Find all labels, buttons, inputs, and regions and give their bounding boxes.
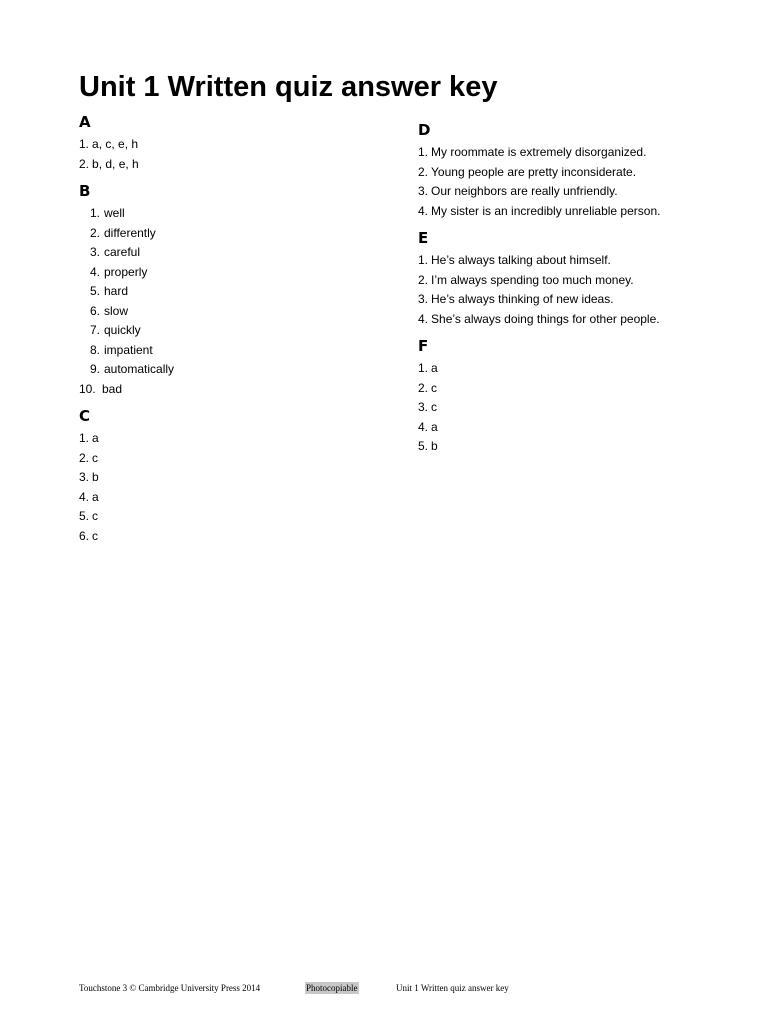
answer-number: 5. <box>89 284 100 298</box>
answer-text: She’s always doing things for other people. <box>431 311 660 326</box>
section-c-list <box>79 429 409 546</box>
answer-item <box>79 360 409 380</box>
answer-item <box>418 251 748 271</box>
answer-text: My roommate is extremely disorganized. <box>431 145 647 159</box>
answer-item <box>79 302 409 322</box>
answer-number: 1. <box>418 145 429 159</box>
answer-number: 3. <box>89 245 100 259</box>
answer-item <box>79 204 409 224</box>
answer-item <box>418 271 748 291</box>
section-a-heading: A <box>79 113 91 131</box>
answer-number: 4. <box>89 264 100 279</box>
answer-number: 5. <box>418 439 429 453</box>
answer-item <box>79 135 409 155</box>
answer-item <box>418 290 748 310</box>
answer-text: c <box>431 400 438 414</box>
answer-text: slow <box>104 303 129 318</box>
answer-text: a <box>431 419 438 434</box>
answer-text: careful <box>104 245 141 259</box>
answer-text: impatient <box>104 342 153 357</box>
answer-number: 1. <box>418 361 429 375</box>
answer-item <box>79 282 409 302</box>
answer-text: He’s always thinking of new ideas. <box>431 292 614 306</box>
answer-number: 1. <box>79 431 90 445</box>
right-column <box>418 118 748 465</box>
answer-item <box>79 263 409 283</box>
answer-number: 6. <box>79 528 90 543</box>
answer-item <box>418 202 748 222</box>
answer-text: c <box>431 380 438 395</box>
answer-number: 1. <box>89 206 100 220</box>
answer-item <box>418 143 748 163</box>
section-b-heading: B <box>79 182 91 200</box>
answer-text: c <box>92 450 99 465</box>
answer-text: b, d, e, h <box>92 156 139 171</box>
answer-number: 2. <box>79 450 90 465</box>
answer-text: b <box>431 439 438 453</box>
answer-item <box>79 468 409 488</box>
answer-item <box>418 359 748 379</box>
answer-text: a <box>92 489 99 504</box>
section-b-list <box>79 204 409 399</box>
answer-item <box>79 488 409 508</box>
answer-number: 1. <box>418 253 429 267</box>
answer-number: 6. <box>89 303 100 318</box>
answer-text: a, c, e, h <box>92 137 139 151</box>
answer-text: bad <box>102 381 123 396</box>
answer-number: 3. <box>418 400 429 414</box>
section-d-list <box>418 143 748 221</box>
answer-number: 2. <box>418 164 429 179</box>
answer-item <box>418 437 748 457</box>
answer-item <box>79 380 409 400</box>
answer-text: My sister is an incredibly unreliable person. <box>431 203 661 218</box>
answer-text: b <box>92 470 99 484</box>
answer-number: 2. <box>418 380 429 395</box>
answer-text: hard <box>104 284 129 298</box>
answer-item <box>79 341 409 361</box>
answer-text: He’s always talking about himself. <box>431 253 611 267</box>
section-f-list <box>418 359 748 457</box>
answer-text: Our neighbors are really unfriendly. <box>431 184 618 198</box>
answer-number: 2. <box>89 225 100 240</box>
answer-item <box>79 243 409 263</box>
answer-item <box>418 182 748 202</box>
section-e-list <box>418 251 748 329</box>
answer-item <box>418 163 748 183</box>
section-e-heading: E <box>418 229 429 247</box>
answer-text: I’m always spending too much money. <box>431 272 634 287</box>
page-footer <box>79 982 699 996</box>
answer-item <box>79 321 409 341</box>
answer-text: c <box>92 509 99 523</box>
answer-number: 5. <box>79 509 90 523</box>
answer-text: quickly <box>104 323 141 337</box>
answer-text: well <box>104 206 125 220</box>
answer-item <box>79 507 409 527</box>
section-d-heading: D <box>418 121 431 139</box>
answer-text: a <box>431 361 438 375</box>
answer-number: 1. <box>79 137 90 151</box>
answer-number: 2. <box>418 272 429 287</box>
answer-number: 2. <box>79 156 90 171</box>
answer-number: 9. <box>89 362 100 376</box>
answer-item <box>418 379 748 399</box>
answer-item <box>79 155 409 175</box>
section-a-list <box>79 135 409 174</box>
answer-number: 3. <box>418 292 429 306</box>
page-title: Unit 1 Written quiz answer key <box>79 71 498 103</box>
answer-text: automatically <box>104 362 175 376</box>
answer-item <box>79 527 409 547</box>
answer-item <box>79 224 409 244</box>
answer-number: 4. <box>418 203 429 218</box>
answer-item <box>79 429 409 449</box>
answer-text: c <box>92 528 99 543</box>
answer-number: 4. <box>79 489 90 504</box>
answer-text: Young people are pretty inconsiderate. <box>431 164 637 179</box>
section-c-heading: C <box>79 407 91 425</box>
answer-number: 4. <box>418 311 429 326</box>
answer-text: a <box>92 431 99 445</box>
footer-copyright: Touchstone 3 © Cambridge University Press 2014 <box>79 983 261 993</box>
footer-photocopiable-badge: Photocopiable <box>306 983 358 993</box>
section-f-heading: F <box>418 337 429 355</box>
answer-item <box>418 398 748 418</box>
answer-number: 3. <box>418 184 429 198</box>
answer-number: 10. <box>79 381 96 396</box>
answer-number: 3. <box>79 470 90 484</box>
answer-item <box>418 418 748 438</box>
answer-text: differently <box>104 225 156 240</box>
answer-item <box>418 310 748 330</box>
left-column <box>79 110 409 554</box>
answer-number: 7. <box>89 323 100 337</box>
footer-unit-title: Unit 1 Written quiz answer key <box>396 983 509 993</box>
answer-item <box>79 449 409 469</box>
answer-number: 8. <box>89 342 100 357</box>
answer-text: properly <box>104 264 148 279</box>
answer-number: 4. <box>418 419 429 434</box>
